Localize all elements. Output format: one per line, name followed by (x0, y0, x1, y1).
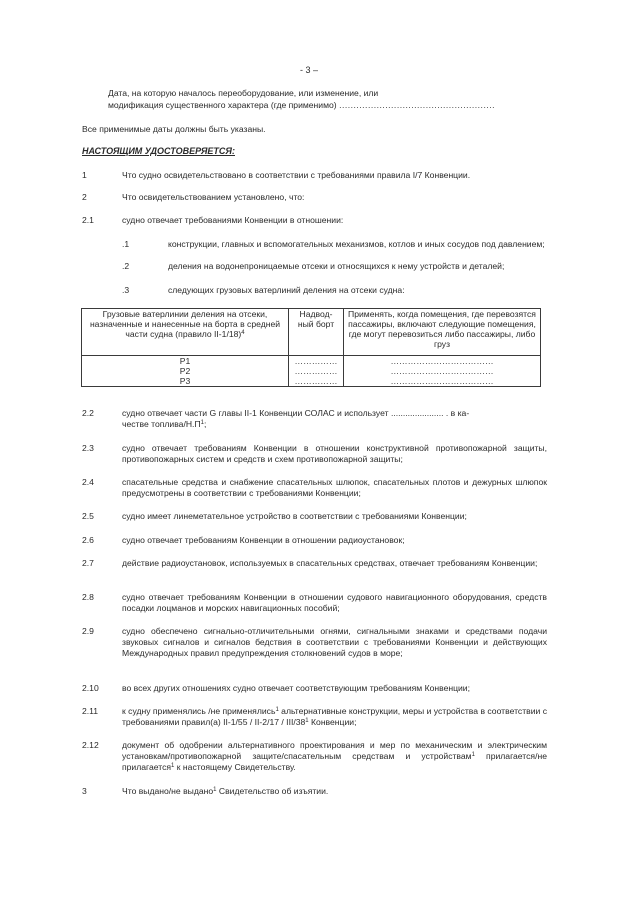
table-row (82, 356, 541, 387)
date-dots: ...................................................... (339, 100, 495, 110)
item-2-2-number: 2.2 (82, 408, 94, 418)
item-2-12-footnote-1: 1 (471, 752, 475, 758)
subitem-3-number: .3 (122, 285, 130, 295)
item-1-number: 1 (82, 170, 87, 180)
table-cell-freeboards (289, 356, 344, 387)
certify-heading: НАСТОЯЩИМ УДОСТОВЕРЯЕТСЯ: (82, 146, 235, 156)
table-header-load-lines (82, 309, 289, 356)
item-2-7-text: действие радиоустановок, используемых в спасательных средствах, отвечает требованиям Конвенции; (122, 558, 538, 568)
item-2-10-number: 2.10 (82, 683, 99, 693)
item-2-3-text: судно отвечает требованиям Конвенции в отношении конструктивной противопожарной защиты, противопожарных систем и средств и схем противопожарной защиты; (122, 443, 547, 464)
item-2-5-number: 2.5 (82, 511, 94, 521)
subitem-1-number: .1 (122, 239, 130, 249)
table-header-row (82, 309, 541, 356)
subdivision-load-lines-table (81, 308, 541, 387)
item-2-text: Что освидетельствованием установлено, что: (122, 192, 305, 202)
subitem-2-number: .2 (122, 261, 130, 271)
subitem-1-text: конструкции, главных и вспомогательных механизмов, котлов и иных сосудов под давлением; (168, 239, 545, 249)
item-2-8-text: судно отвечает требованиям Конвенции в отношении судового навигационного оборудования, средств посадки лоцманов и морских навигационных пособий; (122, 592, 547, 613)
freeboard-p3: …………… (294, 376, 338, 386)
item-2-2-part-c: честве топлива/Н.П (122, 419, 201, 429)
item-2-2-text (122, 408, 547, 430)
item-3-number: 3 (82, 786, 87, 796)
page-number: - 3 – (300, 65, 319, 75)
item-3-text (122, 786, 547, 797)
item-2-6-number: 2.6 (82, 535, 94, 545)
item-2-9-number: 2.9 (82, 626, 94, 636)
header-footnote-mark: 4 (241, 330, 245, 336)
header-load-lines-text: Грузовые ватерлинии деления на отсеки, назначенные и нанесенные на борта в средней части судна (правило II-1/18) (89, 309, 281, 339)
item-3-part-a: Что выдано/не выдано (122, 786, 214, 796)
item-2-12-part-b: прилагается/не прилагается (122, 751, 547, 772)
item-2-10-text: во всех других отношениях судно отвечает соответствующим требованиям Конвенции; (122, 683, 470, 693)
item-3-footnote: 1 (213, 787, 217, 793)
subitem-3-text: следующих грузовых ватерлиний деления на отсеки судна: (168, 285, 405, 295)
item-2-11-footnote-1: 1 (275, 707, 279, 713)
item-2-11-text (122, 706, 547, 728)
item-2-1-number: 2.1 (82, 215, 94, 225)
use-p3: ……………………………… (390, 376, 494, 386)
item-3-part-b: Свидетельство об изъятии. (216, 786, 329, 796)
item-2-11-footnote-2: 1 (305, 718, 309, 724)
item-2-number: 2 (82, 192, 87, 202)
row-label-p1: P1 (179, 356, 191, 366)
row-label-p2: P2 (179, 366, 191, 376)
item-2-2-part-a: судно отвечает части G главы II-1 Конвенции СОЛАС и использует (122, 408, 389, 418)
item-2-2-part-d: ; (203, 419, 207, 429)
freeboard-p2: …………… (294, 366, 338, 376)
subitem-2-text: деления на водонепроницаемые отсеки и относящихся к нему устройств и деталей; (168, 261, 505, 271)
item-2-7-number: 2.7 (82, 558, 94, 568)
item-2-11-part-c: Конвенции; (308, 717, 357, 727)
item-2-12-part-c: к настоящему Свидетельству. (174, 762, 296, 772)
item-2-12-part-a: документ об одобрении альтернативного проектирования и мер по механическим и электрическим установкам/противопожарной защите/спасательным средствам и устройствам (122, 740, 547, 761)
item-2-2-footnote: 1 (200, 420, 204, 426)
item-2-2-part-b: . в ка- (445, 408, 470, 418)
item-2-2-dots: ...................... (390, 408, 444, 418)
use-p1: ……………………………… (390, 356, 494, 366)
item-2-12-text (122, 740, 547, 773)
all-dates-note: Все применимые даты должны быть указаны. (82, 124, 266, 134)
item-2-4-text: спасательные средства и снабжение спасательных шлюпок, спасательных плотов и дежурных шлюпок предусмотрены в соответствии с требованиями Конвенции; (122, 477, 547, 498)
item-2-12-number: 2.12 (82, 740, 99, 750)
item-2-4-number: 2.4 (82, 477, 94, 487)
item-1-text: Что судно освидетельствовано в соответствии с требованиями правила I/7 Конвенции. (122, 170, 471, 180)
item-2-11-part-a: к судну применялись /не применялись (122, 706, 276, 716)
item-2-3-number: 2.3 (82, 443, 94, 453)
date-label-line1: Дата, на которую началось переоборудование, или изменение, или (108, 88, 379, 98)
item-2-5-text: судно имеет линеметательное устройство в соответствии с требованиями Конвенции; (122, 511, 467, 521)
table-cell-labels (82, 356, 289, 387)
table-cell-uses (344, 356, 541, 387)
item-2-11-part-b: альтернативные конструкции, меры и устройства в соответствии с требованиями правил(а) II-1/55 / II-2/17 / III/38 (122, 706, 547, 727)
item-2-8-number: 2.8 (82, 592, 94, 602)
item-2-6-text: судно отвечает требованиям Конвенции в отношении радиоустановок; (122, 535, 405, 545)
date-label-line2 (108, 100, 495, 111)
freeboard-p1: …………… (294, 356, 338, 366)
table-header-freeboard: Надвод-ный борт (289, 309, 344, 356)
item-2-1-text: судно отвечает требованиями Конвенции в отношении: (122, 215, 344, 225)
item-2-9-text: судно обеспечено сигнально-отличительными огнями, сигнальными знаками и средствами подачи звуковых сигналов и сигналов бедствия в соответствии с требованиями Конвенции и действующих Международных правил предупреждения столкновений судов в море; (122, 626, 547, 658)
item-2-11-number: 2.11 (82, 706, 99, 716)
row-label-p3: P3 (179, 376, 191, 386)
item-2-12-footnote-2: 1 (171, 763, 175, 769)
table-header-use: Применять, когда помещения, где перевозятся пассажиры, включают следующие помещения, где могут перевозиться либо пассажиры, либо груз (344, 309, 541, 356)
date-label-text: модификация существенного характера (где применимо) (108, 100, 337, 110)
use-p2: ……………………………… (390, 366, 494, 376)
